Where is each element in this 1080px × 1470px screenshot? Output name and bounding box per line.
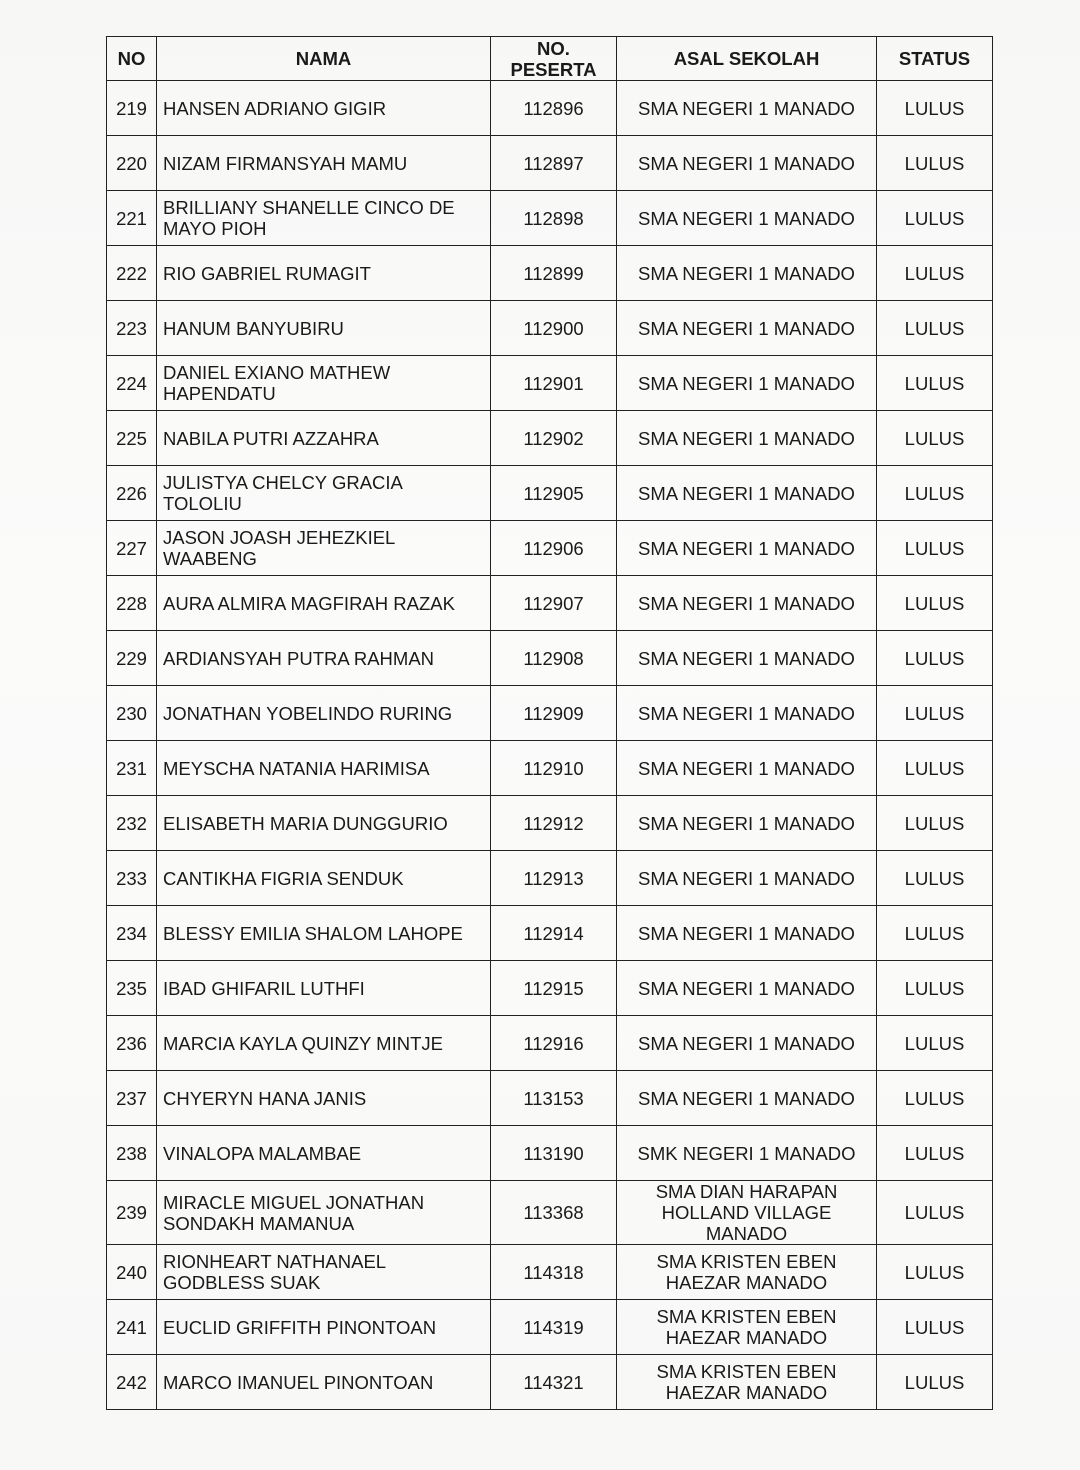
table-row (107, 1300, 993, 1355)
cell-no-peserta: 112898 (491, 191, 617, 246)
cell-asal-sekolah: SMA DIAN HARAPAN HOLLAND VILLAGE MANADO (617, 1181, 877, 1245)
cell-nama: DANIEL EXIANO MATHEW HAPENDATU (157, 356, 491, 411)
cell-no: 232 (107, 796, 157, 851)
cell-asal-sekolah: SMA NEGERI 1 MANADO (617, 191, 877, 246)
cell-no: 230 (107, 686, 157, 741)
cell-no-peserta: 112896 (491, 81, 617, 136)
cell-asal-sekolah: SMA NEGERI 1 MANADO (617, 356, 877, 411)
table-row (107, 1016, 993, 1071)
cell-asal-sekolah: SMA NEGERI 1 MANADO (617, 246, 877, 301)
cell-nama: BLESSY EMILIA SHALOM LAHOPE (157, 906, 491, 961)
cell-no-peserta: 113153 (491, 1071, 617, 1126)
cell-no: 231 (107, 741, 157, 796)
cell-no: 219 (107, 81, 157, 136)
cell-no: 224 (107, 356, 157, 411)
cell-no: 228 (107, 576, 157, 631)
cell-nama: MARCO IMANUEL PINONTOAN (157, 1355, 491, 1410)
cell-no-peserta: 112901 (491, 356, 617, 411)
header-row (107, 37, 993, 81)
table-row (107, 686, 993, 741)
cell-asal-sekolah: SMA NEGERI 1 MANADO (617, 81, 877, 136)
cell-no-peserta: 112906 (491, 521, 617, 576)
table-row (107, 796, 993, 851)
cell-no: 234 (107, 906, 157, 961)
cell-no: 241 (107, 1300, 157, 1355)
cell-nama: CHYERYN HANA JANIS (157, 1071, 491, 1126)
cell-nama: JASON JOASH JEHEZKIEL WAABENG (157, 521, 491, 576)
cell-status: LULUS (877, 686, 993, 741)
table-header (107, 37, 993, 81)
cell-asal-sekolah: SMA NEGERI 1 MANADO (617, 136, 877, 191)
cell-asal-sekolah: SMA NEGERI 1 MANADO (617, 411, 877, 466)
cell-no-peserta: 112899 (491, 246, 617, 301)
cell-status: LULUS (877, 1016, 993, 1071)
cell-status: LULUS (877, 1126, 993, 1181)
cell-nama: EUCLID GRIFFITH PINONTOAN (157, 1300, 491, 1355)
cell-nama: JULISTYA CHELCY GRACIA TOLOLIU (157, 466, 491, 521)
table-row (107, 906, 993, 961)
cell-nama: IBAD GHIFARIL LUTHFI (157, 961, 491, 1016)
cell-asal-sekolah: SMA NEGERI 1 MANADO (617, 741, 877, 796)
cell-no-peserta: 113190 (491, 1126, 617, 1181)
table-row (107, 521, 993, 576)
cell-status: LULUS (877, 576, 993, 631)
cell-status: LULUS (877, 246, 993, 301)
cell-no-peserta: 112900 (491, 301, 617, 356)
header-no: NO (107, 37, 157, 81)
cell-asal-sekolah: SMK NEGERI 1 MANADO (617, 1126, 877, 1181)
cell-status: LULUS (877, 1181, 993, 1245)
cell-status: LULUS (877, 851, 993, 906)
table-row (107, 1181, 993, 1245)
cell-nama: ARDIANSYAH PUTRA RAHMAN (157, 631, 491, 686)
cell-status: LULUS (877, 191, 993, 246)
header-asal-sekolah: ASAL SEKOLAH (617, 37, 877, 81)
cell-asal-sekolah: SMA KRISTEN EBEN HAEZAR MANADO (617, 1355, 877, 1410)
cell-asal-sekolah: SMA NEGERI 1 MANADO (617, 686, 877, 741)
cell-status: LULUS (877, 961, 993, 1016)
cell-no: 240 (107, 1245, 157, 1300)
cell-status: LULUS (877, 301, 993, 356)
cell-no: 236 (107, 1016, 157, 1071)
cell-nama: RIONHEART NATHANAEL GODBLESS SUAK (157, 1245, 491, 1300)
cell-no: 222 (107, 246, 157, 301)
cell-no: 238 (107, 1126, 157, 1181)
cell-nama: NABILA PUTRI AZZAHRA (157, 411, 491, 466)
table-row (107, 246, 993, 301)
cell-status: LULUS (877, 1355, 993, 1410)
table-row (107, 631, 993, 686)
cell-status: LULUS (877, 136, 993, 191)
cell-no: 229 (107, 631, 157, 686)
cell-asal-sekolah: SMA NEGERI 1 MANADO (617, 301, 877, 356)
cell-nama: CANTIKHA FIGRIA SENDUK (157, 851, 491, 906)
cell-nama: AURA ALMIRA MAGFIRAH RAZAK (157, 576, 491, 631)
table-row (107, 1126, 993, 1181)
cell-no-peserta: 114318 (491, 1245, 617, 1300)
cell-nama: MEYSCHA NATANIA HARIMISA (157, 741, 491, 796)
cell-status: LULUS (877, 81, 993, 136)
cell-no: 226 (107, 466, 157, 521)
cell-no-peserta: 112902 (491, 411, 617, 466)
cell-asal-sekolah: SMA NEGERI 1 MANADO (617, 796, 877, 851)
cell-no-peserta: 112907 (491, 576, 617, 631)
cell-no: 235 (107, 961, 157, 1016)
cell-status: LULUS (877, 1071, 993, 1126)
cell-no-peserta: 112915 (491, 961, 617, 1016)
cell-nama: HANSEN ADRIANO GIGIR (157, 81, 491, 136)
cell-status: LULUS (877, 1245, 993, 1300)
cell-no-peserta: 112909 (491, 686, 617, 741)
cell-status: LULUS (877, 356, 993, 411)
cell-no: 223 (107, 301, 157, 356)
cell-no: 225 (107, 411, 157, 466)
cell-nama: JONATHAN YOBELINDO RURING (157, 686, 491, 741)
cell-asal-sekolah: SMA NEGERI 1 MANADO (617, 851, 877, 906)
cell-asal-sekolah: SMA NEGERI 1 MANADO (617, 961, 877, 1016)
cell-status: LULUS (877, 1300, 993, 1355)
cell-no: 233 (107, 851, 157, 906)
cell-asal-sekolah: SMA NEGERI 1 MANADO (617, 1016, 877, 1071)
table-row (107, 136, 993, 191)
header-status: STATUS (877, 37, 993, 81)
cell-nama: VINALOPA MALAMBAE (157, 1126, 491, 1181)
table-row (107, 576, 993, 631)
table-row (107, 851, 993, 906)
cell-asal-sekolah: SMA NEGERI 1 MANADO (617, 576, 877, 631)
table-row (107, 1245, 993, 1300)
cell-status: LULUS (877, 521, 993, 576)
table-row (107, 356, 993, 411)
cell-asal-sekolah: SMA NEGERI 1 MANADO (617, 1071, 877, 1126)
cell-asal-sekolah: SMA NEGERI 1 MANADO (617, 906, 877, 961)
cell-no: 242 (107, 1355, 157, 1410)
cell-nama: MIRACLE MIGUEL JONATHAN SONDAKH MAMANUA (157, 1181, 491, 1245)
table-body (107, 81, 993, 1410)
table-row (107, 411, 993, 466)
table-row (107, 1355, 993, 1410)
table-row (107, 81, 993, 136)
cell-asal-sekolah: SMA NEGERI 1 MANADO (617, 631, 877, 686)
cell-nama: RIO GABRIEL RUMAGIT (157, 246, 491, 301)
cell-no-peserta: 112916 (491, 1016, 617, 1071)
cell-no: 220 (107, 136, 157, 191)
results-table (106, 36, 993, 1410)
cell-no-peserta: 112908 (491, 631, 617, 686)
cell-nama: BRILLIANY SHANELLE CINCO DE MAYO PIOH (157, 191, 491, 246)
cell-nama: HANUM BANYUBIRU (157, 301, 491, 356)
header-nama: NAMA (157, 37, 491, 81)
table-row (107, 466, 993, 521)
cell-status: LULUS (877, 741, 993, 796)
cell-no: 221 (107, 191, 157, 246)
cell-no: 227 (107, 521, 157, 576)
cell-nama: NIZAM FIRMANSYAH MAMU (157, 136, 491, 191)
cell-no-peserta: 112910 (491, 741, 617, 796)
cell-no-peserta: 113368 (491, 1181, 617, 1245)
cell-asal-sekolah: SMA KRISTEN EBEN HAEZAR MANADO (617, 1245, 877, 1300)
cell-no: 239 (107, 1181, 157, 1245)
cell-no-peserta: 112913 (491, 851, 617, 906)
cell-no-peserta: 112905 (491, 466, 617, 521)
cell-asal-sekolah: SMA NEGERI 1 MANADO (617, 466, 877, 521)
table-row (107, 191, 993, 246)
cell-asal-sekolah: SMA KRISTEN EBEN HAEZAR MANADO (617, 1300, 877, 1355)
table-row (107, 301, 993, 356)
cell-no-peserta: 114319 (491, 1300, 617, 1355)
table-row (107, 961, 993, 1016)
header-no-peserta: NO. PESERTA (491, 37, 617, 81)
cell-nama: ELISABETH MARIA DUNGGURIO (157, 796, 491, 851)
cell-asal-sekolah: SMA NEGERI 1 MANADO (617, 521, 877, 576)
cell-status: LULUS (877, 796, 993, 851)
cell-no-peserta: 114321 (491, 1355, 617, 1410)
cell-status: LULUS (877, 411, 993, 466)
cell-status: LULUS (877, 466, 993, 521)
cell-nama: MARCIA KAYLA QUINZY MINTJE (157, 1016, 491, 1071)
cell-no: 237 (107, 1071, 157, 1126)
cell-no-peserta: 112912 (491, 796, 617, 851)
cell-status: LULUS (877, 906, 993, 961)
table-row (107, 1071, 993, 1126)
table-row (107, 741, 993, 796)
cell-status: LULUS (877, 631, 993, 686)
cell-no-peserta: 112897 (491, 136, 617, 191)
cell-no-peserta: 112914 (491, 906, 617, 961)
